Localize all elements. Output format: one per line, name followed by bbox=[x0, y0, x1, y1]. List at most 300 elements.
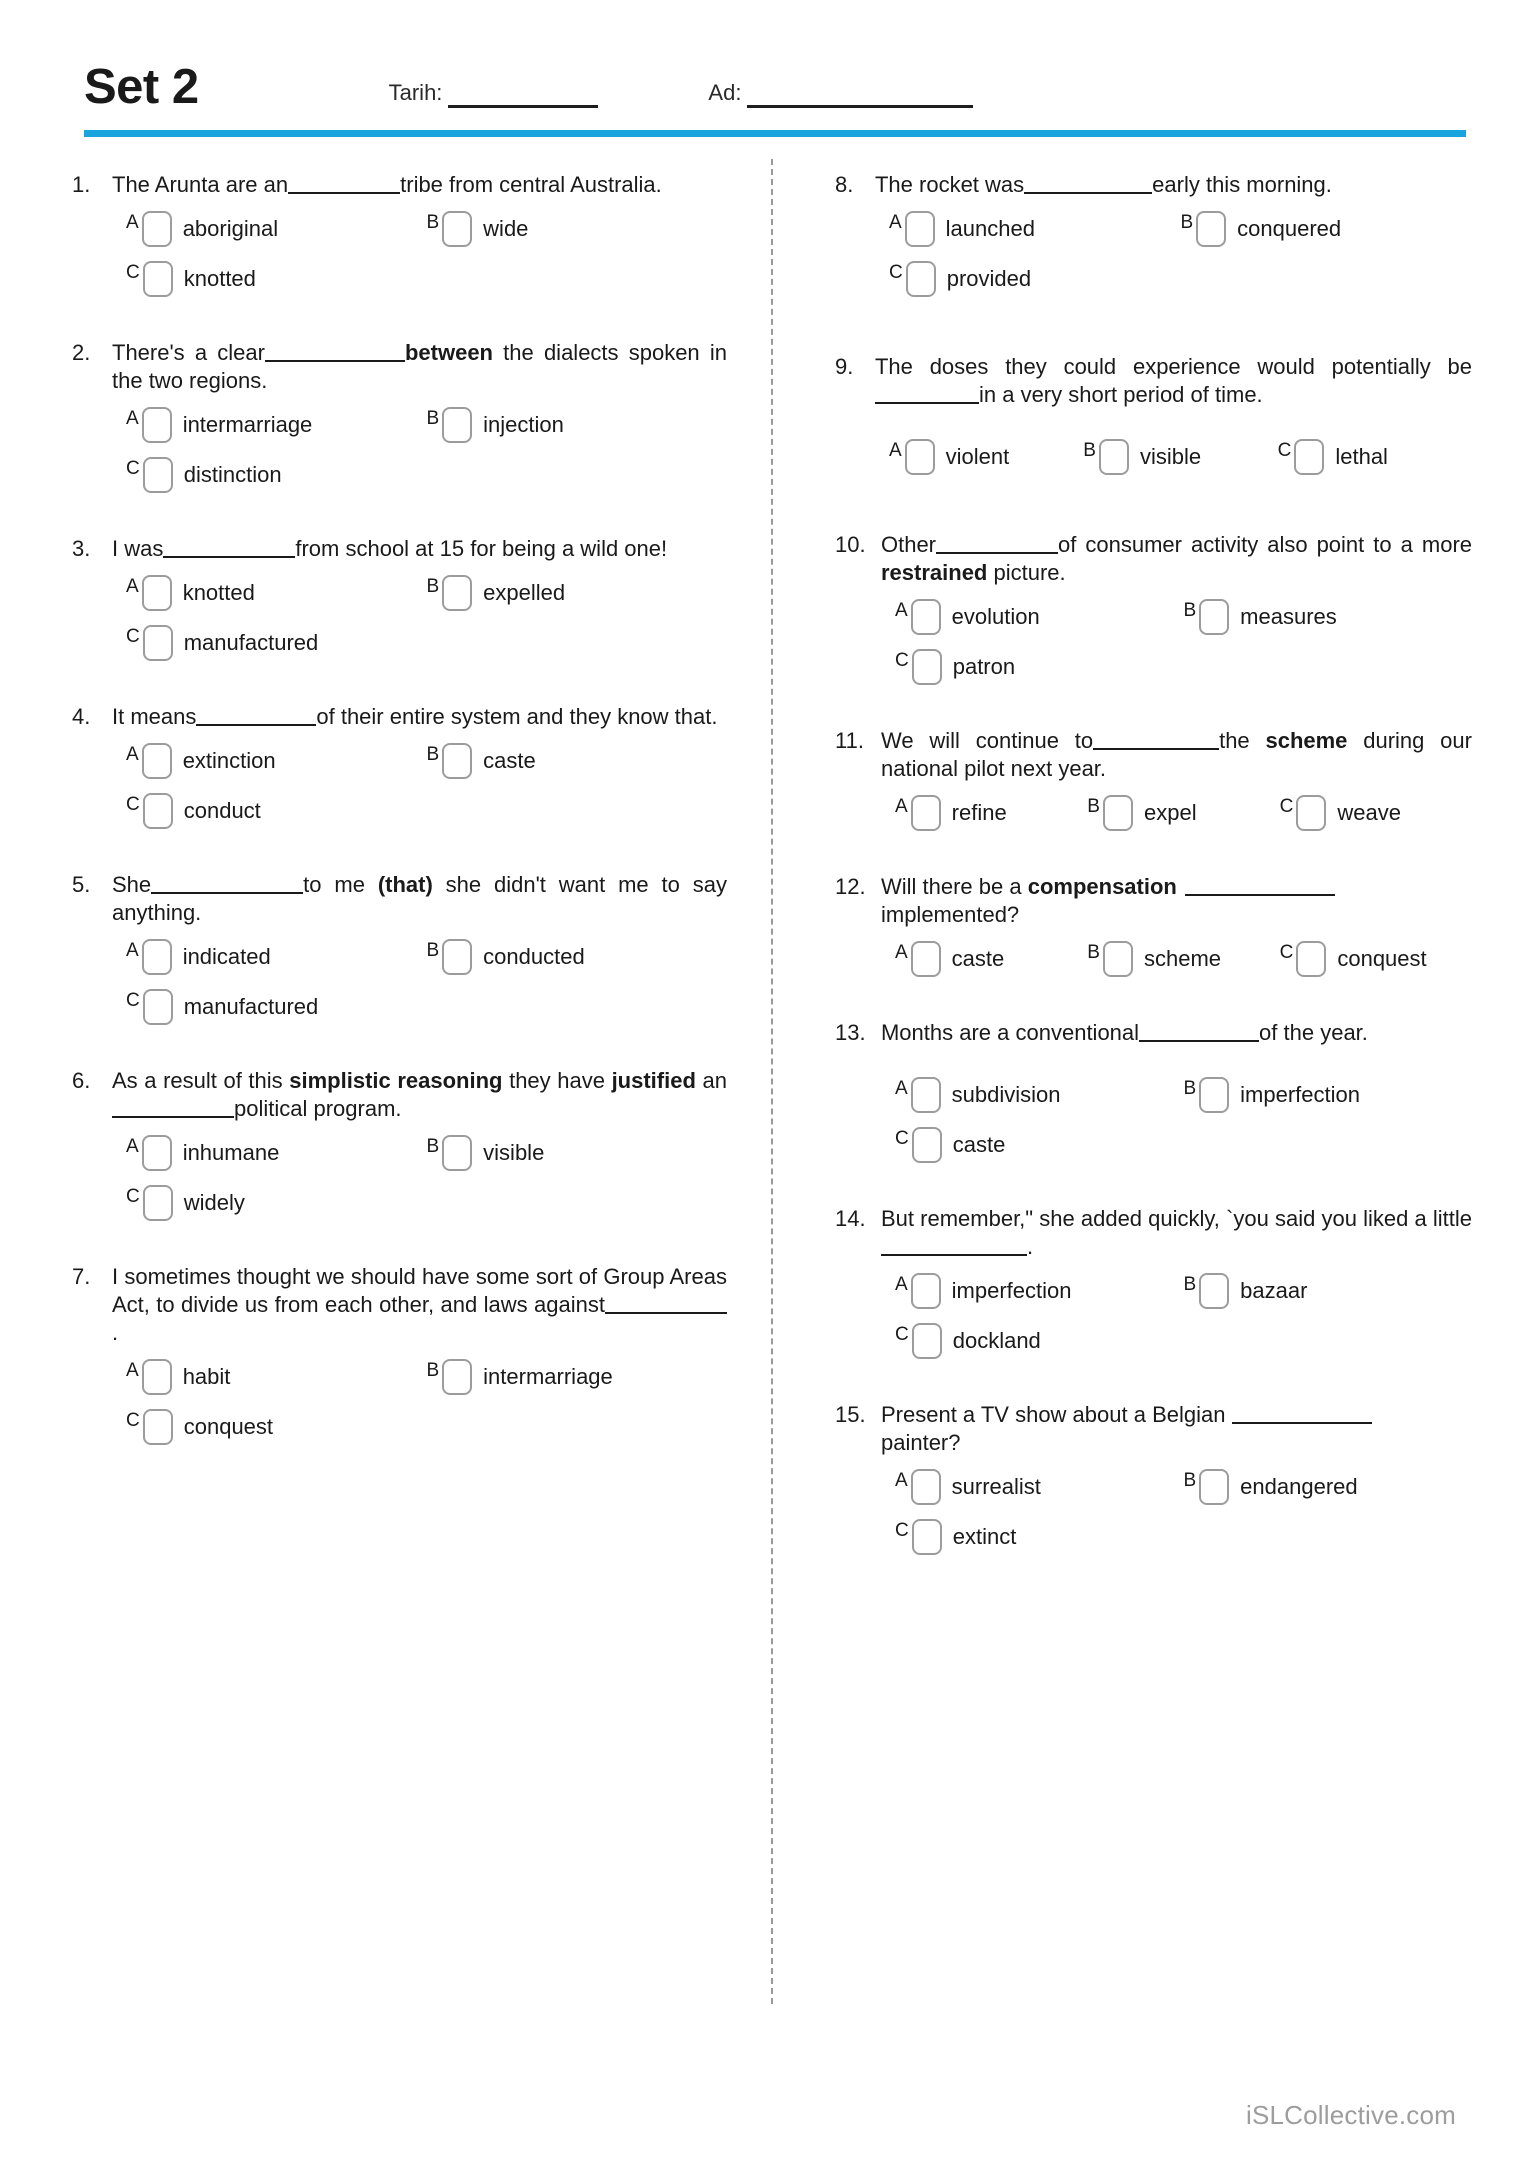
name-field bbox=[708, 74, 973, 108]
question-1-text-post: tribe from central Australia. bbox=[400, 172, 662, 198]
question-5-text bbox=[112, 871, 727, 927]
option-letter-c: C bbox=[1277, 440, 1292, 461]
checkbox-icon[interactable] bbox=[442, 407, 472, 443]
question-3-option-a-label: knotted bbox=[182, 579, 255, 605]
question-12-blank bbox=[1185, 873, 1335, 896]
question-9-text bbox=[875, 353, 1472, 409]
question-10-text-pre: Other bbox=[880, 532, 937, 558]
question-2-option-a-label: intermarriage bbox=[182, 411, 313, 437]
question-7-option-a-label: habit bbox=[182, 1363, 231, 1389]
question-8-options bbox=[875, 211, 1472, 297]
question-5-option-b-label: conducted bbox=[483, 943, 585, 969]
question-9-option-b-label: visible bbox=[1139, 443, 1202, 469]
question-12-number: 12. bbox=[834, 873, 866, 899]
checkbox-icon[interactable] bbox=[1199, 1077, 1229, 1113]
question-8-blank bbox=[1024, 171, 1152, 194]
question-14-text-pre: But remember," she added quickly, `you said you liked a little bbox=[880, 1205, 1472, 1231]
question-15-number: 15. bbox=[834, 1401, 866, 1427]
page-title: Set 2 bbox=[84, 60, 199, 114]
option-letter-c: C bbox=[894, 1519, 909, 1541]
question-12-option-b[interactable] bbox=[1087, 941, 1279, 977]
question-15-option-c[interactable] bbox=[895, 1519, 1016, 1555]
question-15-option-a[interactable] bbox=[895, 1469, 1184, 1505]
question-6-option-b[interactable] bbox=[426, 1135, 726, 1171]
question-4-number: 4. bbox=[72, 704, 91, 730]
question-5-number: 5. bbox=[72, 872, 91, 898]
question-15-blank bbox=[1232, 1401, 1372, 1424]
checkbox-icon[interactable] bbox=[912, 1323, 942, 1359]
question-8-text bbox=[875, 171, 1472, 199]
question-4-option-b-label: caste bbox=[483, 747, 536, 773]
question-10-option-b-label: measures bbox=[1240, 603, 1337, 629]
question-6-text-pre: As a result of this bbox=[112, 1068, 290, 1094]
question-9-blank bbox=[875, 381, 979, 404]
option-letter-b: B bbox=[426, 1359, 440, 1381]
checkbox-icon[interactable] bbox=[1103, 795, 1133, 831]
option-letter-c: C bbox=[126, 1186, 140, 1207]
option-letter-c: C bbox=[126, 794, 140, 816]
question-5-option-c[interactable] bbox=[126, 989, 318, 1025]
date-label: Tarih: bbox=[388, 80, 443, 105]
question-9-options bbox=[875, 439, 1472, 475]
question-11 bbox=[835, 727, 1472, 845]
question-1-option-a-label: aboriginal bbox=[182, 215, 279, 241]
option-letter-b: B bbox=[1180, 212, 1194, 234]
question-8-option-c[interactable] bbox=[889, 261, 1031, 297]
checkbox-icon[interactable] bbox=[1099, 439, 1129, 475]
question-9-text-post: in a very short period of time. bbox=[978, 382, 1263, 408]
question-11-text-pre: We will continue to bbox=[880, 728, 1094, 754]
question-7-blank bbox=[605, 1291, 727, 1314]
question-6-text-mid: they have bbox=[502, 1068, 612, 1094]
question-3-option-b-label: expelled bbox=[483, 579, 566, 605]
question-7-text-post: . bbox=[112, 1319, 119, 1345]
question-14-options bbox=[881, 1273, 1472, 1359]
question-8-option-a-label: launched bbox=[945, 215, 1035, 241]
question-15-option-b[interactable] bbox=[1183, 1469, 1472, 1505]
checkbox-icon[interactable] bbox=[906, 261, 936, 297]
question-12-options bbox=[881, 941, 1472, 977]
question-3-blank bbox=[163, 535, 295, 558]
checkbox-icon[interactable] bbox=[1296, 941, 1326, 977]
page-header bbox=[0, 0, 1532, 118]
option-letter-c: C bbox=[894, 1127, 909, 1149]
question-12-text-bold: compensation bbox=[1027, 874, 1177, 900]
checkbox-icon[interactable] bbox=[911, 795, 941, 831]
checkbox-icon[interactable] bbox=[142, 575, 172, 611]
question-13 bbox=[835, 1019, 1472, 1177]
option-letter-c: C bbox=[126, 262, 140, 284]
checkbox-icon[interactable] bbox=[142, 1135, 172, 1171]
checkbox-icon[interactable] bbox=[911, 1273, 941, 1309]
checkbox-icon[interactable] bbox=[142, 407, 172, 443]
question-13-option-c[interactable] bbox=[895, 1127, 1005, 1163]
question-5-blank bbox=[151, 871, 303, 894]
checkbox-icon[interactable] bbox=[143, 261, 173, 297]
question-1-option-c-label: knotted bbox=[183, 265, 256, 291]
question-8-option-a[interactable] bbox=[889, 211, 1181, 247]
question-1-option-b[interactable] bbox=[426, 211, 726, 247]
question-7-option-c-label: conquest bbox=[183, 1413, 274, 1439]
option-letter-a: A bbox=[126, 1359, 139, 1381]
question-4-option-c[interactable] bbox=[126, 793, 261, 829]
question-13-option-b[interactable] bbox=[1183, 1077, 1472, 1113]
question-1-option-c[interactable] bbox=[126, 261, 256, 297]
question-11-option-a-label: refine bbox=[951, 799, 1007, 825]
question-11-options bbox=[881, 795, 1472, 831]
question-11-option-b[interactable] bbox=[1087, 795, 1279, 831]
question-3-text-pre: I was bbox=[112, 536, 164, 562]
question-8-option-b-label: conquered bbox=[1237, 215, 1342, 241]
question-6-text-bold1: simplistic reasoning bbox=[289, 1068, 503, 1094]
checkbox-icon[interactable] bbox=[143, 989, 173, 1025]
question-7-text-pre: I sometimes thought we should have some sort of Group Areas Act, to divide us from each other, and laws against bbox=[112, 1264, 727, 1318]
option-letter-a: A bbox=[126, 212, 139, 234]
question-15 bbox=[835, 1401, 1472, 1569]
checkbox-icon[interactable] bbox=[442, 1359, 472, 1395]
question-15-text bbox=[881, 1401, 1472, 1457]
question-5-option-a[interactable] bbox=[126, 939, 426, 975]
question-2-options bbox=[112, 407, 727, 493]
option-letter-b: B bbox=[1183, 1469, 1197, 1491]
question-14-blank bbox=[881, 1233, 1027, 1256]
header-fields bbox=[199, 74, 1466, 118]
option-letter-a: A bbox=[126, 576, 139, 598]
question-12-option-c-label: conquest bbox=[1337, 945, 1427, 971]
checkbox-icon[interactable] bbox=[1103, 941, 1133, 977]
option-letter-b: B bbox=[1183, 1273, 1197, 1295]
question-4-option-a[interactable] bbox=[126, 743, 426, 779]
date-field bbox=[389, 74, 599, 108]
option-letter-b: B bbox=[1183, 1077, 1197, 1099]
question-4-blank bbox=[196, 703, 316, 726]
checkbox-icon[interactable] bbox=[142, 211, 172, 247]
question-3-text-post: from school at 15 for being a wild one! bbox=[295, 536, 668, 562]
question-6-text-mid2: an bbox=[695, 1068, 727, 1094]
question-5-text-bold: (that) bbox=[377, 872, 433, 898]
question-15-text-post: painter? bbox=[880, 1429, 961, 1455]
question-9-option-b[interactable] bbox=[1083, 439, 1277, 475]
question-6-option-c-label: widely bbox=[183, 1189, 245, 1215]
question-12-text-pre: Will there be a bbox=[880, 874, 1028, 900]
question-14-number: 14. bbox=[834, 1205, 866, 1231]
question-6-option-a-label: inhumane bbox=[182, 1139, 280, 1165]
checkbox-icon[interactable] bbox=[1199, 599, 1229, 635]
question-11-number: 11. bbox=[834, 727, 864, 753]
question-14 bbox=[835, 1205, 1472, 1373]
question-2-blank bbox=[265, 339, 405, 362]
question-10-option-c-label: patron bbox=[952, 653, 1016, 679]
question-2-number: 2. bbox=[72, 340, 91, 366]
question-11-option-c-label: weave bbox=[1337, 799, 1401, 825]
question-14-option-c[interactable] bbox=[895, 1323, 1041, 1359]
checkbox-icon[interactable] bbox=[442, 575, 472, 611]
header-divider-rule bbox=[84, 130, 1466, 137]
question-1-text-pre: The Arunta are an bbox=[112, 172, 289, 198]
question-8-text-post: early this morning. bbox=[1152, 172, 1332, 198]
question-12-option-a[interactable] bbox=[895, 941, 1087, 977]
option-letter-c: C bbox=[888, 262, 903, 284]
option-letter-b: B bbox=[426, 576, 440, 598]
option-letter-a: A bbox=[126, 1136, 139, 1157]
question-11-option-b-label: expel bbox=[1143, 799, 1197, 825]
question-6-blank bbox=[112, 1095, 234, 1118]
checkbox-icon[interactable] bbox=[143, 793, 173, 829]
question-12-option-a-label: caste bbox=[951, 945, 1005, 971]
question-13-text-pre: Months are a conventional bbox=[880, 1020, 1140, 1045]
question-2-option-c[interactable] bbox=[126, 457, 282, 493]
question-1-text bbox=[112, 171, 727, 199]
question-7-option-b-label: intermarriage bbox=[483, 1363, 613, 1389]
question-13-text-post: of the year. bbox=[1259, 1020, 1368, 1045]
question-11-text-mid: the bbox=[1219, 728, 1266, 754]
question-3-option-a[interactable] bbox=[126, 575, 426, 611]
checkbox-icon[interactable] bbox=[143, 457, 173, 493]
question-2 bbox=[72, 339, 727, 507]
checkbox-icon[interactable] bbox=[143, 625, 173, 661]
question-4 bbox=[72, 703, 727, 843]
checkbox-icon[interactable] bbox=[911, 1469, 941, 1505]
checkbox-icon[interactable] bbox=[142, 939, 172, 975]
option-letter-c: C bbox=[126, 1409, 140, 1431]
checkbox-icon[interactable] bbox=[142, 743, 172, 779]
question-6-text-bold2: justified bbox=[611, 1068, 696, 1094]
checkbox-icon[interactable] bbox=[911, 599, 941, 635]
question-6-text bbox=[112, 1067, 727, 1123]
question-13-number: 13. bbox=[834, 1019, 866, 1045]
question-2-option-b-label: injection bbox=[483, 411, 564, 437]
question-10-options bbox=[881, 599, 1472, 685]
option-letter-a: A bbox=[126, 744, 139, 766]
question-1-number: 1. bbox=[72, 172, 91, 197]
question-14-text-post: . bbox=[1026, 1233, 1034, 1259]
question-15-text-pre: Present a TV show about a Belgian bbox=[880, 1402, 1232, 1427]
checkbox-icon[interactable] bbox=[442, 939, 472, 975]
date-input-line[interactable] bbox=[448, 74, 598, 108]
question-2-text-bold: between bbox=[404, 340, 493, 366]
question-15-option-c-label: extinct bbox=[952, 1523, 1017, 1549]
question-10-text bbox=[881, 531, 1472, 587]
question-13-option-b-label: imperfection bbox=[1240, 1081, 1361, 1107]
checkbox-icon[interactable] bbox=[143, 1185, 173, 1221]
question-9-text-pre: The doses they could experience would potentially be bbox=[874, 354, 1472, 380]
question-7-text bbox=[112, 1263, 727, 1347]
question-5-options bbox=[112, 939, 727, 1025]
question-11-option-a[interactable] bbox=[895, 795, 1087, 831]
checkbox-icon[interactable] bbox=[912, 649, 942, 685]
question-6-number: 6. bbox=[72, 1068, 91, 1094]
question-8-option-b[interactable] bbox=[1180, 211, 1472, 247]
question-11-text-bold: scheme bbox=[1265, 728, 1348, 754]
option-letter-b: B bbox=[1083, 440, 1096, 461]
option-letter-c: C bbox=[126, 990, 140, 1012]
question-6 bbox=[72, 1067, 727, 1235]
question-12 bbox=[835, 873, 1472, 991]
question-10-text-bold: restrained bbox=[880, 560, 988, 586]
question-5-option-b[interactable] bbox=[426, 939, 726, 975]
watermark: iSLCollective.com bbox=[1245, 2100, 1456, 2130]
checkbox-icon[interactable] bbox=[442, 211, 472, 247]
question-4-option-b[interactable] bbox=[426, 743, 726, 779]
option-letter-a: A bbox=[894, 1469, 908, 1491]
question-13-text bbox=[881, 1019, 1472, 1047]
question-4-options bbox=[112, 743, 727, 829]
question-3-option-b[interactable] bbox=[426, 575, 726, 611]
question-13-blank bbox=[1139, 1019, 1259, 1042]
option-letter-b: B bbox=[1087, 941, 1100, 963]
question-3-option-c[interactable] bbox=[126, 625, 318, 661]
checkbox-icon[interactable] bbox=[905, 439, 935, 475]
question-1 bbox=[72, 171, 727, 311]
question-12-option-c[interactable] bbox=[1280, 941, 1472, 977]
question-11-blank bbox=[1093, 727, 1219, 750]
question-14-option-b-label: bazaar bbox=[1240, 1277, 1308, 1303]
checkbox-icon[interactable] bbox=[442, 1135, 472, 1171]
question-7-option-a[interactable] bbox=[126, 1359, 426, 1395]
question-9-option-c-label: lethal bbox=[1335, 443, 1388, 469]
question-4-option-c-label: conduct bbox=[183, 797, 261, 823]
question-1-option-b-label: wide bbox=[483, 215, 529, 241]
question-3-option-c-label: manufactured bbox=[183, 629, 319, 655]
question-15-option-a-label: surrealist bbox=[951, 1473, 1041, 1499]
question-7-options bbox=[112, 1359, 727, 1445]
question-3-options bbox=[112, 575, 727, 661]
question-9-option-c[interactable] bbox=[1278, 439, 1472, 475]
question-14-option-a[interactable] bbox=[895, 1273, 1184, 1309]
question-14-option-a-label: imperfection bbox=[951, 1277, 1072, 1303]
question-14-option-b[interactable] bbox=[1183, 1273, 1472, 1309]
option-letter-c: C bbox=[126, 458, 140, 479]
question-10-text-post: picture. bbox=[987, 560, 1066, 586]
checkbox-icon[interactable] bbox=[911, 1077, 941, 1113]
option-letter-b: B bbox=[426, 1136, 440, 1157]
option-letter-a: A bbox=[888, 440, 902, 461]
question-4-option-a-label: extinction bbox=[182, 747, 276, 773]
option-letter-c: C bbox=[126, 626, 140, 648]
questions-columns bbox=[72, 159, 1472, 2019]
name-label: Ad: bbox=[708, 80, 742, 105]
question-6-option-a[interactable] bbox=[126, 1135, 426, 1171]
question-11-text-post: during our national pilot next year. bbox=[880, 728, 1472, 781]
question-9 bbox=[835, 353, 1472, 489]
question-15-option-b-label: endangered bbox=[1240, 1473, 1358, 1499]
question-3-number: 3. bbox=[72, 536, 91, 561]
question-10-number: 10. bbox=[834, 532, 866, 557]
question-13-option-a[interactable] bbox=[895, 1077, 1184, 1113]
option-letter-b: B bbox=[1183, 599, 1197, 621]
checkbox-icon[interactable] bbox=[442, 743, 472, 779]
question-12-text bbox=[881, 873, 1472, 929]
question-2-text-post: the dialects spoken in the two regions. bbox=[112, 340, 727, 394]
option-letter-a: A bbox=[126, 408, 139, 429]
question-2-option-b[interactable] bbox=[426, 407, 726, 443]
question-1-blank bbox=[288, 171, 400, 194]
question-4-text bbox=[112, 703, 727, 731]
checkbox-icon[interactable] bbox=[912, 1519, 942, 1555]
option-letter-b: B bbox=[1087, 795, 1100, 817]
question-8-option-c-label: provided bbox=[946, 265, 1032, 291]
question-7-option-c[interactable] bbox=[126, 1409, 273, 1445]
checkbox-icon[interactable] bbox=[905, 211, 935, 247]
checkbox-icon[interactable] bbox=[142, 1359, 172, 1395]
checkbox-icon[interactable] bbox=[911, 941, 941, 977]
question-5-text-mid: to me bbox=[303, 872, 378, 898]
option-letter-c: C bbox=[894, 649, 909, 671]
question-5 bbox=[72, 871, 727, 1039]
question-2-option-a[interactable] bbox=[126, 407, 426, 443]
question-8 bbox=[835, 171, 1472, 311]
question-2-text bbox=[112, 339, 727, 395]
question-8-number: 8. bbox=[834, 172, 854, 197]
question-13-options bbox=[881, 1077, 1472, 1163]
question-6-option-c[interactable] bbox=[126, 1185, 245, 1221]
question-1-option-a[interactable] bbox=[126, 211, 426, 247]
question-10-option-c[interactable] bbox=[895, 649, 1015, 685]
question-5-option-a-label: indicated bbox=[182, 943, 271, 969]
option-letter-a: A bbox=[126, 940, 139, 962]
checkbox-icon[interactable] bbox=[912, 1127, 942, 1163]
question-10-option-a-label: evolution bbox=[951, 603, 1040, 629]
option-letter-a: A bbox=[894, 941, 908, 963]
question-1-options bbox=[112, 211, 727, 297]
checkbox-icon[interactable] bbox=[143, 1409, 173, 1445]
right-column bbox=[773, 159, 1472, 2019]
question-9-option-a-label: violent bbox=[945, 443, 1010, 469]
checkbox-icon[interactable] bbox=[1199, 1469, 1229, 1505]
question-8-text-pre: The rocket was bbox=[874, 172, 1025, 198]
question-4-text-post: of their entire system and they know that. bbox=[316, 704, 718, 730]
question-12-text-post: implemented? bbox=[880, 901, 1020, 927]
option-letter-a: A bbox=[894, 795, 908, 817]
question-9-option-a[interactable] bbox=[889, 439, 1083, 475]
option-letter-c: C bbox=[894, 1323, 909, 1345]
question-5-text-pre: She bbox=[112, 872, 152, 898]
option-letter-b: B bbox=[426, 744, 440, 766]
option-letter-b: B bbox=[426, 408, 440, 429]
question-5-option-c-label: manufactured bbox=[183, 993, 319, 1019]
question-10-blank bbox=[936, 531, 1058, 554]
checkbox-icon[interactable] bbox=[1196, 211, 1226, 247]
question-12-option-b-label: scheme bbox=[1143, 945, 1222, 971]
question-11-option-c[interactable] bbox=[1280, 795, 1472, 831]
option-letter-a: A bbox=[888, 212, 902, 234]
question-9-number: 9. bbox=[834, 354, 854, 380]
question-11-text bbox=[881, 727, 1472, 783]
question-10-text-mid: of consumer activity also point to a more bbox=[1058, 532, 1472, 558]
checkbox-icon[interactable] bbox=[1199, 1273, 1229, 1309]
question-10 bbox=[835, 531, 1472, 699]
question-14-text bbox=[881, 1205, 1472, 1261]
question-6-option-b-label: visible bbox=[483, 1139, 545, 1165]
checkbox-icon[interactable] bbox=[1296, 795, 1326, 831]
question-14-option-c-label: dockland bbox=[952, 1327, 1041, 1353]
question-7-option-b[interactable] bbox=[426, 1359, 726, 1395]
question-15-options bbox=[881, 1469, 1472, 1555]
checkbox-icon[interactable] bbox=[1294, 439, 1324, 475]
question-10-option-b[interactable] bbox=[1183, 599, 1472, 635]
question-13-option-a-label: subdivision bbox=[951, 1081, 1061, 1107]
option-letter-a: A bbox=[894, 1077, 908, 1099]
question-6-text-post: political program. bbox=[234, 1096, 402, 1122]
question-7 bbox=[72, 1263, 727, 1459]
question-10-option-a[interactable] bbox=[895, 599, 1184, 635]
left-column bbox=[72, 159, 771, 2019]
option-letter-a: A bbox=[894, 599, 908, 621]
question-5-text-post: she didn't want me to say anything. bbox=[112, 872, 727, 926]
option-letter-b: B bbox=[426, 212, 440, 234]
question-3 bbox=[72, 535, 727, 675]
name-input-line[interactable] bbox=[747, 74, 973, 108]
